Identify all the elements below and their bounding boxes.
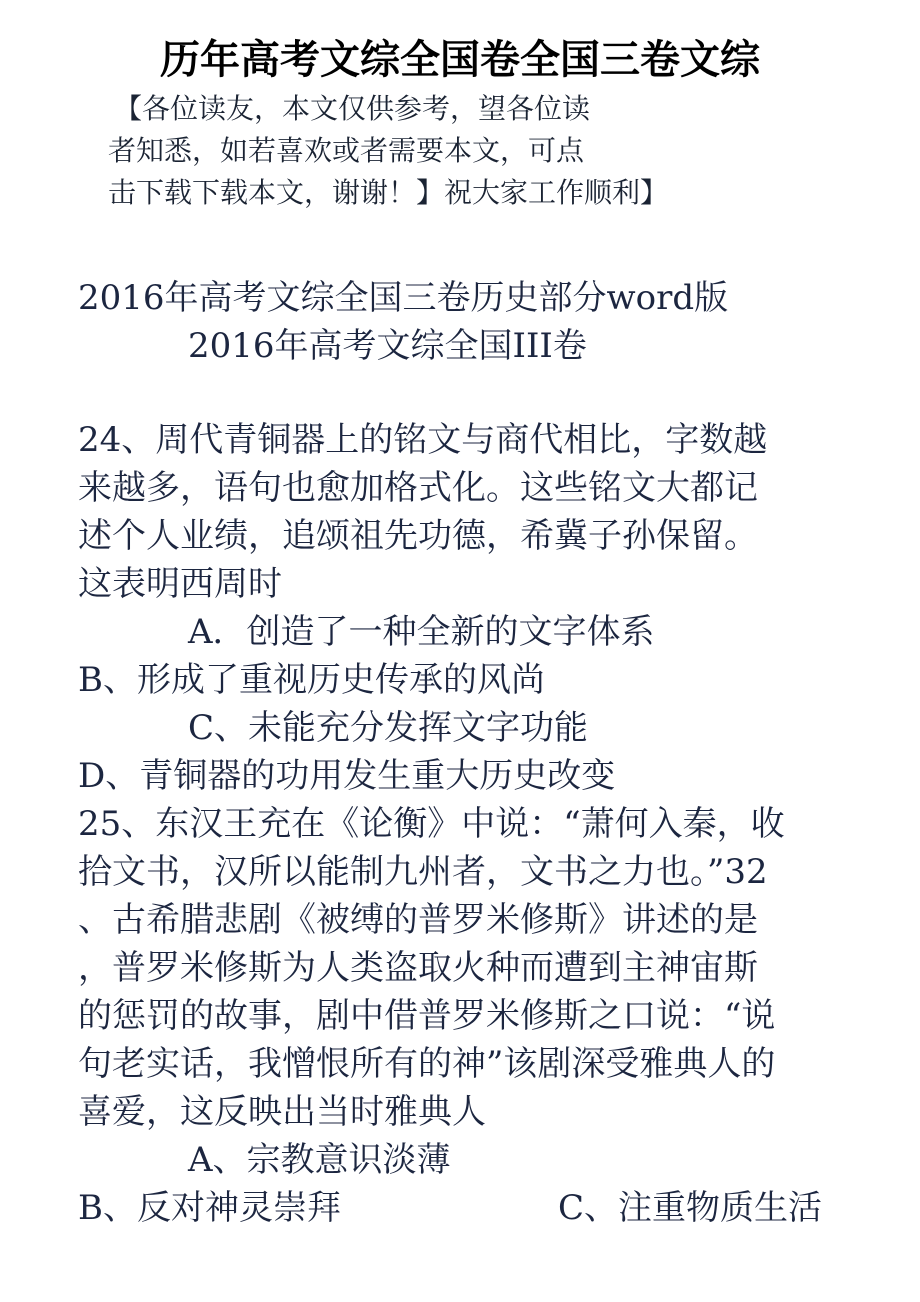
document-body — [78, 274, 858, 1232]
question-24-stem-line: 24、周代青铜器上的铭文与商代相比，字数越 — [78, 420, 768, 460]
notice-line-1: 【各位读友，本文仅供参考，望各位读 — [114, 92, 591, 125]
section-heading: 2016年高考文综全国三卷历史部分word版 — [78, 278, 729, 318]
question-25 — [78, 800, 858, 1232]
question-24-stem-line: 来越多，语句也愈加格式化。这些铭文大都记 — [78, 468, 758, 508]
question-24-stem-line: 这表明西周时 — [78, 564, 282, 604]
question-24-option-d: D、青铜器的功用发生重大历史改变 — [78, 756, 616, 796]
question-25-stem-line: 喜爱，这反映出当时雅典人 — [78, 1092, 486, 1132]
spacer — [78, 370, 858, 416]
question-25-stem-line: ，普罗米修斯为人类盗取火种而遭到主神宙斯 — [78, 948, 758, 988]
document-title: 历年高考文综全国卷全国三卷文综 — [160, 37, 760, 83]
question-25-stem-line: 25、东汉王充在《论衡》中说：“萧何入秦，收 — [78, 804, 785, 844]
question-25-stem-line: 拾文书，汉所以能制九州者，文书之力也。”32 — [78, 852, 768, 892]
question-25-stem-line: 、古希腊悲剧《被缚的普罗米修斯》讲述的是 — [78, 900, 758, 940]
notice-line-3: 击下载下载本文，谢谢！】祝大家工作顺利】 — [108, 176, 669, 209]
question-25-option-b: B、反对神灵崇拜 — [78, 1188, 341, 1228]
question-25-stem-line: 的惩罚的故事，剧中借普罗米修斯之口说：“说 — [78, 996, 776, 1036]
question-25-option-a: A、宗教意识淡薄 — [188, 1140, 451, 1180]
reader-notice — [108, 88, 748, 214]
question-25-options-row — [78, 1184, 858, 1232]
question-24-option-c: C、未能充分发挥文字功能 — [188, 708, 589, 748]
question-24-option-b: B、形成了重视历史传承的风尚 — [78, 660, 545, 700]
question-24-stem-line: 述个人业绩，追颂祖先功德，希冀子孙保留。 — [78, 516, 758, 556]
question-24-option-a: A．创造了一种全新的文字体系 — [188, 612, 655, 652]
question-25-stem-line: 句老实话，我憎恨所有的神”该剧深受雅典人的 — [78, 1044, 776, 1084]
question-25-option-c: C、注重物质生活 — [558, 1188, 823, 1228]
section-subheading: 2016年高考文综全国III卷 — [188, 326, 587, 366]
notice-line-2: 者知悉，如若喜欢或者需要本文，可点 — [108, 134, 585, 167]
question-24 — [78, 416, 858, 800]
